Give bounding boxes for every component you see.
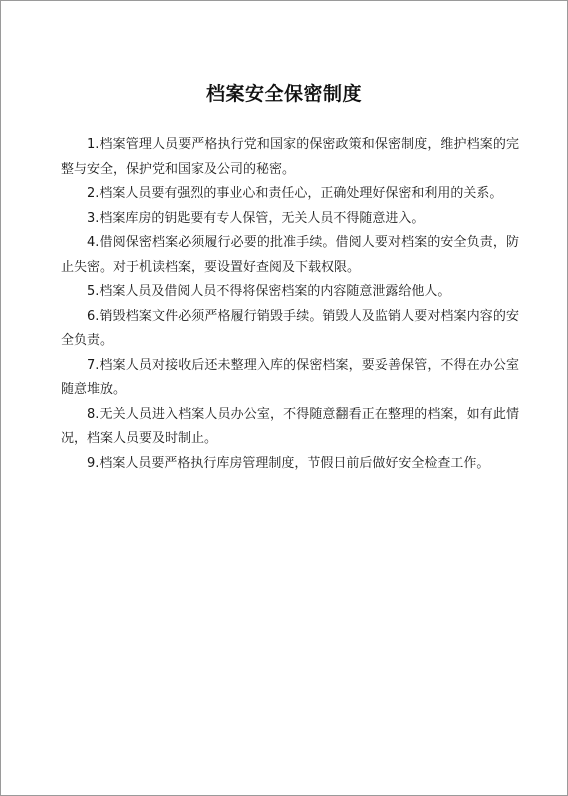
paragraph-5: 5.档案人员及借阅人员不得将保密档案的内容随意泄露给他人。 [87,284,451,299]
paragraph-1: 1.档案管理人员要严格执行党和国家的保密政策和保密制度，维护档案的完整与安全，保护党和国家及公司的秘密。 [61,137,519,177]
document-body [61,133,519,476]
paragraph-4: 4.借阅保密档案必须履行必要的批准手续。借阅人要对档案的安全负责，防止失密。对于机读档案，要设置好查阅及下载权限。 [61,235,519,275]
paragraph-7: 7.档案人员对接收后还未整理入库的保密档案，要妥善保管，不得在办公室随意堆放。 [61,357,519,397]
paragraph-8: 8.无关人员进入档案人员办公室，不得随意翻看正在整理的档案，如有此情况，档案人员要及时制止。 [61,406,519,446]
paragraph-3: 3.档案库房的钥匙要有专人保管，无关人员不得随意进入。 [87,210,425,226]
paragraph-9: 9.档案人员要严格执行库房管理制度，节假日前后做好安全检查工作。 [87,455,490,471]
paragraph-2: 2.档案人员要有强烈的事业心和责任心，正确处理好保密和利用的关系。 [87,186,503,201]
paragraph-6: 6.销毁档案文件必须严格履行销毁手续。销毁人及监销人要对档案内容的安全负责。 [61,308,519,348]
document-title: 档案安全保密制度 [205,83,362,105]
